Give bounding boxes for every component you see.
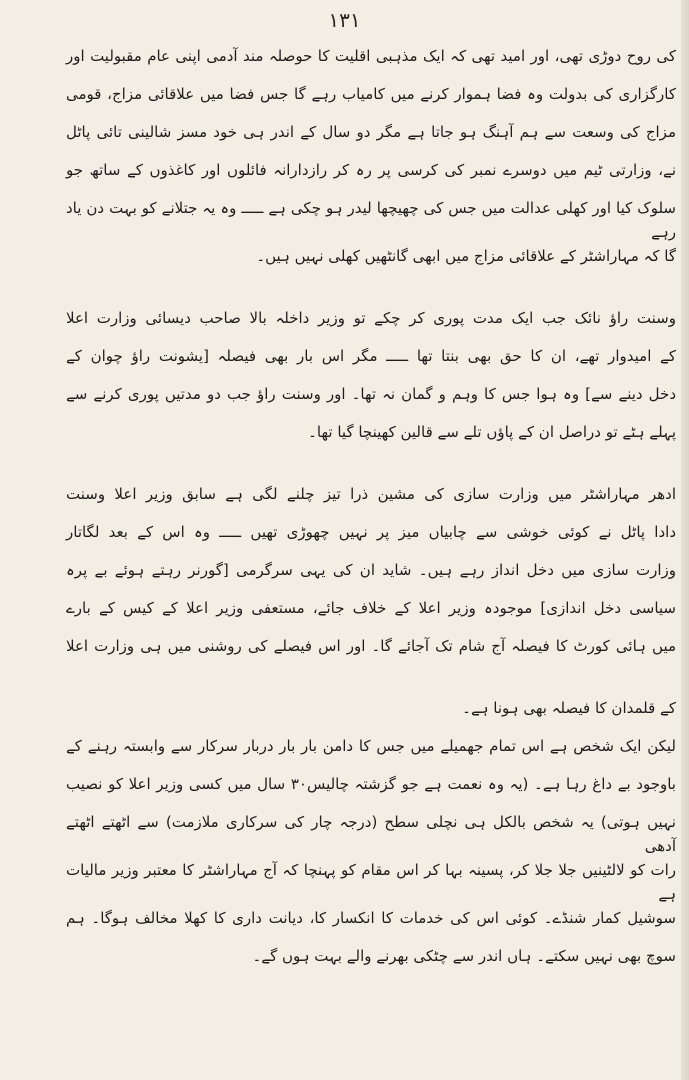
text-line: سیاسی دخل اندازی] موجودہ وزیر اعلا کے خلاف جائے، مستعفی وزیر اعلا کے کیس کے بارے — [66, 599, 676, 617]
text-line: نہیں ہوتی) یہ شخص بالکل ہی نچلی سطح (درجہ چار کی سرکاری ملازمت) سے اٹھتے اٹھتے آدھی — [66, 813, 676, 855]
text-line: رات کو لالٹینیں جلا جلا کر، پسینہ بہا کر اس مقام کو پہنچا کہ آج مہاراشٹر کا معتبر وزیر مالیات ہے — [66, 861, 676, 903]
text-line: وسنت راؤ نائک جب ایک مدت پوری کر چکے تو وزیر داخلہ بالا صاحب دیسائی وزارت اعلا — [66, 309, 676, 327]
text-line: مزاج کی وسعت سے ہم آہنگ ہو جاتا ہے مگر دو سال کے اندر ہی خود مسز شالینی تائی پاٹل — [66, 123, 676, 141]
paragraph-end-line: کے قلمدان کا فیصلہ بھی ہونا ہے۔ — [462, 699, 676, 717]
text-line: سوشیل کمار شنڈے۔ کوئی اس کی خدمات کا انکسار کا، دیانت داری کا کھلا مخالف ہوگا۔ ہم — [66, 909, 676, 927]
text-line: لیکن ایک شخص ہے اس تمام جھمیلے میں جس کا دامن بار بار دربار سرکار سے وابستہ رہنے کے — [66, 737, 676, 755]
text-line: نے، وزارتی ٹیم میں دوسرے نمبر کی کرسی پر رہ کر رازدارانہ فائلوں اور کاغذوں کے ساتھ جو — [66, 161, 676, 179]
page-body — [66, 44, 676, 982]
text-line: دخل دینے سے] وہ ہوا جس کا وہم و گمان نہ تھا۔ اور وسنت راؤ جب دو مدتیں پوری کرنے سے — [66, 385, 676, 403]
text-line: کے امیدوار تھے، ان کا حق بھی بنتا تھا ـــــ مگر اس بار بھی فیصلہ [یشونت راؤ چوان کے — [66, 347, 676, 365]
paragraph-end-line: پہلے ہٹے تو دراصل ان کے پاؤں تلے سے قالین کھینچا گیا تھا۔ — [308, 423, 676, 441]
page-number: ۱۳۱ — [328, 8, 361, 32]
paragraph-end-line: سوچ بھی نہیں سکتے۔ ہاں اندر سے چٹکی بھرنے والے بہت ہوں گے۔ — [252, 947, 676, 965]
text-line: سلوک کیا اور کھلی عدالت میں جس کی چھیچھا لیدر ہو چکی ہے ـــــ وہ یہ جتلانے کو بہت دن یاد رہے — [66, 199, 676, 241]
text-line: میں ہائی کورٹ کا فیصلہ آج شام تک آجائے گا۔ اور اس فیصلے کی روشنی میں ہی وزارت اعلا — [66, 637, 676, 655]
text-line: کارگزاری کی بدولت وہ فضا ہموار کرنے میں کامیاب رہے گا جس فضا میں علاقائی مزاج، قومی — [66, 85, 676, 103]
paragraph-end-line: گا کہ مہاراشٹر کے علاقائی مزاج میں ابھی گانٹھیں کھلی نہیں ہیں۔ — [256, 247, 676, 265]
text-line: کی روح دوڑی تھی، اور امید تھی کہ ایک مذہبی اقلیت کا حوصلہ مند آدمی اپنی عام مقبولیت اور — [66, 47, 676, 65]
page-edge — [681, 0, 689, 1080]
text-line: وزارت سازی میں دخل انداز رہے ہیں۔ شاید ان کی یہی سرگرمی [گورنر رہتے ہوئے بے پرہ — [66, 561, 676, 579]
text-line: باوجود بے داغ رہا ہے۔ (یہ وہ نعمت ہے جو گزشتہ چالیس۳۰ سال میں کسی وزیر اعلا کو نصیب — [66, 775, 676, 793]
text-line: دادا پاٹل نے کوئی خوشی سے چابیاں میز پر نہیں چھوڑی تھیں ـــــ وہ اس کے بعد لگاتار — [66, 523, 676, 541]
text-line: ادھر مہاراشٹر میں وزارت سازی کی مشین ذرا تیز چلنے لگی ہے سابق وزیر اعلا وسنت — [66, 485, 676, 503]
